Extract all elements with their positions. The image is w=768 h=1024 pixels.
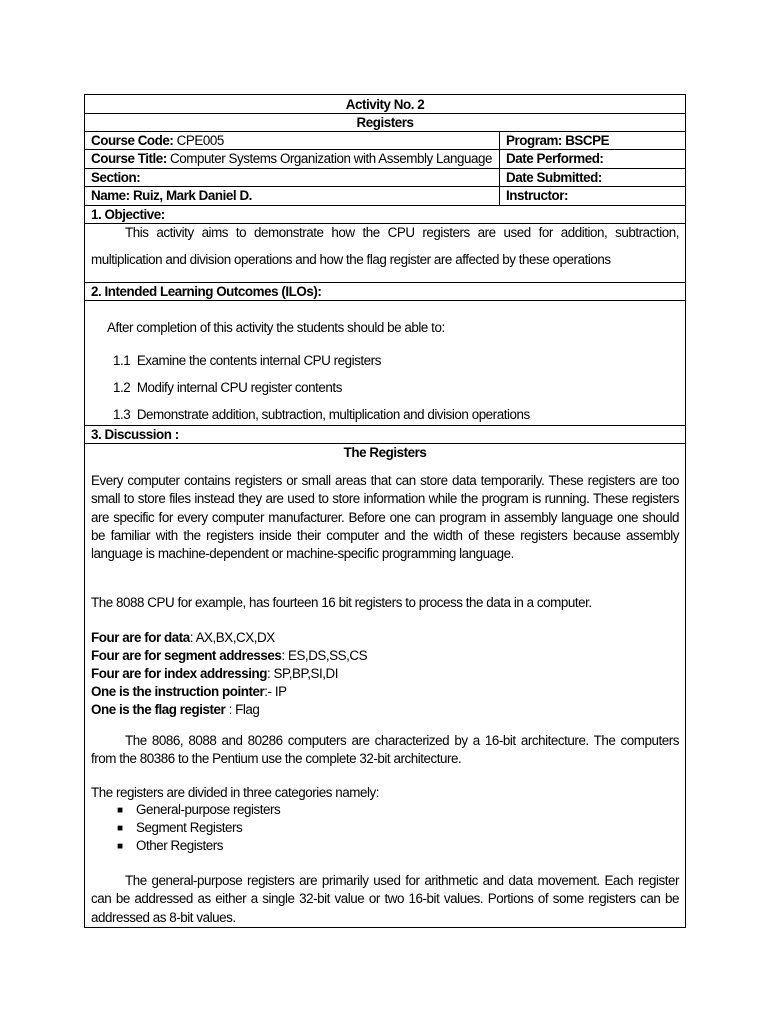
registers-paragraph: Every computer contains registers or small areas that can store data temporarily. These registers are too small to store files instead they are used to store information while the program is running. These registers are specific for every computer manufacturer. Before one can program in assembly language one should be familiar with the registers inside their computer and the width of these registers because assembly language is machine-dependent or machine-specific programming language. xyxy=(91,473,679,562)
register-group: Four are for data: AX,BX,CX,DX xyxy=(91,630,275,645)
categories-intro: The registers are divided in three categories namely: xyxy=(91,785,380,800)
instructor: Instructor: xyxy=(506,188,569,203)
program: Program: BSCPE xyxy=(506,133,610,148)
section: Section: xyxy=(91,170,141,185)
divider xyxy=(85,300,685,301)
course-title: Course Title: Computer Systems Organization with Assembly Language xyxy=(91,151,492,166)
student-name: Name: Ruiz, Mark Daniel D. xyxy=(91,188,252,203)
register-group: Four are for index addressing: SP,BP,SI,DI xyxy=(91,666,339,681)
category-item: General-purpose registers xyxy=(136,802,281,817)
discussion-heading: 3. Discussion : xyxy=(91,427,179,442)
ilo-intro: After completion of this activity the students should be able to: xyxy=(107,320,445,335)
category-item: Other Registers xyxy=(136,838,224,853)
activity-sheet xyxy=(84,94,686,928)
register-group: Four are for segment addresses: ES,DS,SS,CS xyxy=(91,648,368,663)
activity-number: Activity No. 2 xyxy=(345,97,425,112)
bullet-icon: ■ xyxy=(117,841,124,852)
ilo-item: 1.1 Examine the contents internal CPU registers xyxy=(113,353,381,368)
bullet-icon: ■ xyxy=(117,823,124,834)
architecture-paragraph: The 8086, 8088 and 80286 computers are characterized by a 16-bit architecture. The computers from the 80386 to the Pentium use the complete 32-bit architecture. xyxy=(91,733,679,767)
objective-text-line2: multiplication and division operations and how the flag register are affected by these operations xyxy=(91,252,611,267)
ilo-item: 1.3 Demonstrate addition, subtraction, multiplication and division operations xyxy=(113,407,530,422)
registers-subheading: The Registers xyxy=(343,445,427,460)
activity-title: Registers xyxy=(356,115,414,130)
register-group: One is the flag register : Flag xyxy=(91,702,260,717)
objective-heading: 1. Objective: xyxy=(91,207,165,222)
category-item: Segment Registers xyxy=(136,820,243,835)
objective-text: This activity aims to demonstrate how the CPU registers are used for addition, subtraction, xyxy=(125,225,679,240)
bullet-icon: ■ xyxy=(117,805,124,816)
ilo-item: 1.2 Modify internal CPU register contents xyxy=(113,380,342,395)
course-code: Course Code: CPE005 xyxy=(91,133,224,148)
date-submitted: Date Submitted: xyxy=(506,170,602,185)
divider xyxy=(85,205,685,206)
cpu-example: The 8088 CPU for example, has fourteen 16 bit registers to process the data in a computer. xyxy=(91,595,592,610)
general-purpose-paragraph: The general-purpose registers are primarily used for arithmetic and data movement. Each register can be addressed as either a single 32-bit value or two 16-bit values. Portions of some registers can be addressed as 8-bit values. xyxy=(91,873,679,925)
register-group: One is the instruction pointer:- IP xyxy=(91,684,287,699)
date-performed: Date Performed: xyxy=(506,151,604,166)
ilo-heading: 2. Intended Learning Outcomes (ILOs): xyxy=(91,284,322,299)
